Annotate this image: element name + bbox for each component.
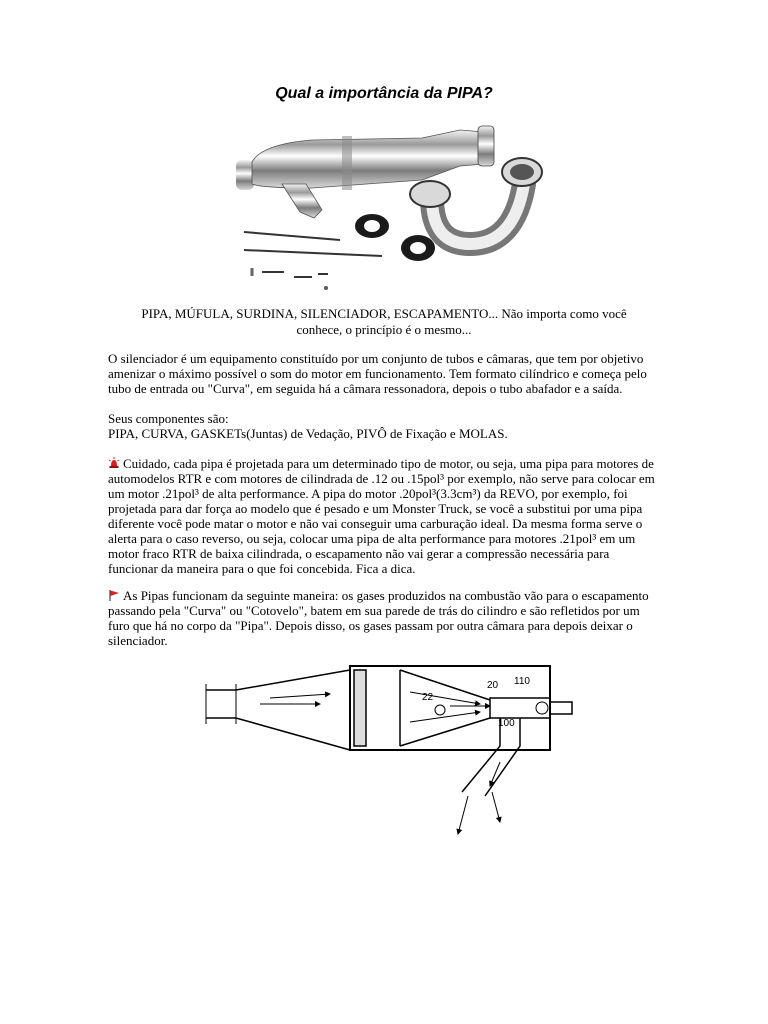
label-20: 20 (487, 680, 499, 691)
label-110: 110 (514, 676, 530, 687)
exhaust-flow-diagram (200, 662, 580, 840)
springs (244, 232, 382, 277)
photo-caption: PIPA, MÚFULA, SURDINA, SILENCIADOR, ESCAPAMENTO... Não importa como você conhece, o princípio é o mesmo... (141, 306, 627, 337)
red-flag-icon (108, 589, 120, 601)
function-paragraph (108, 588, 660, 648)
page-title: Qual a importância da PIPA? (275, 85, 493, 102)
warning-paragraph (108, 456, 660, 576)
pipe-body (236, 126, 494, 218)
exhaust-kit-photo (222, 122, 552, 300)
label-100: 100 (498, 718, 515, 729)
warning-text: Cuidado, cada pipa é projetada para um determinado tipo de motor, ou seja, uma pipa para motores de automodelos RTR e com motores de cilindrada de .12 ou .15pol³ por exemplo, não serve para colocar em um motor .21pol³ de alta performance. A pipa do motor .20pol³(3.3cm³) da REVO, por exemplo, foi projetada para dar força ao modelo que é pesado e um Monster Truck, se você a substitui por uma pipa diferente você pode matar o motor e não vai conseguir uma carburação ideal. Da mesma forma serve o alerta para o caso reverso, ou seja, colocar uma pipa de alta performance para motores .21pol³ em um motor fraco RTR de baixa cilindrada, o escapamento não vai gerar a compressão necessária para funcionar da maneira para o que foi concebida. Fica a dica. (108, 456, 655, 576)
function-text: As Pipas funcionam da seguinte maneira: os gases produzidos na combustão vão para o escapamento passando pela "Curva" ou "Cotovelo", batem em sua parede de trás do cilindro e são refletidos por um furo que há no corpo da "Pipa". Depois disso, os gases passam por outra câmara para depois deixar o silenciador. (108, 588, 649, 648)
components-heading: Seus componentes são: (108, 411, 229, 426)
components-list: PIPA, CURVA, GASKETs(Juntas) de Vedação, PIVÔ de Fixação e MOLAS. (108, 426, 508, 441)
label-22: 22 (422, 692, 434, 703)
warning-siren-icon (108, 457, 120, 469)
intro-paragraph: O silenciador é um equipamento constituído por um conjunto de tubos e câmaras, que tem por objetivo amenizar o máximo possível o som do motor em funcionamento. Tem formato cilíndrico e começa pelo tubo de entrada ou "Curva", em seguida há a câmara ressonadora, depois o tubo abafador e a saída. (108, 351, 647, 396)
